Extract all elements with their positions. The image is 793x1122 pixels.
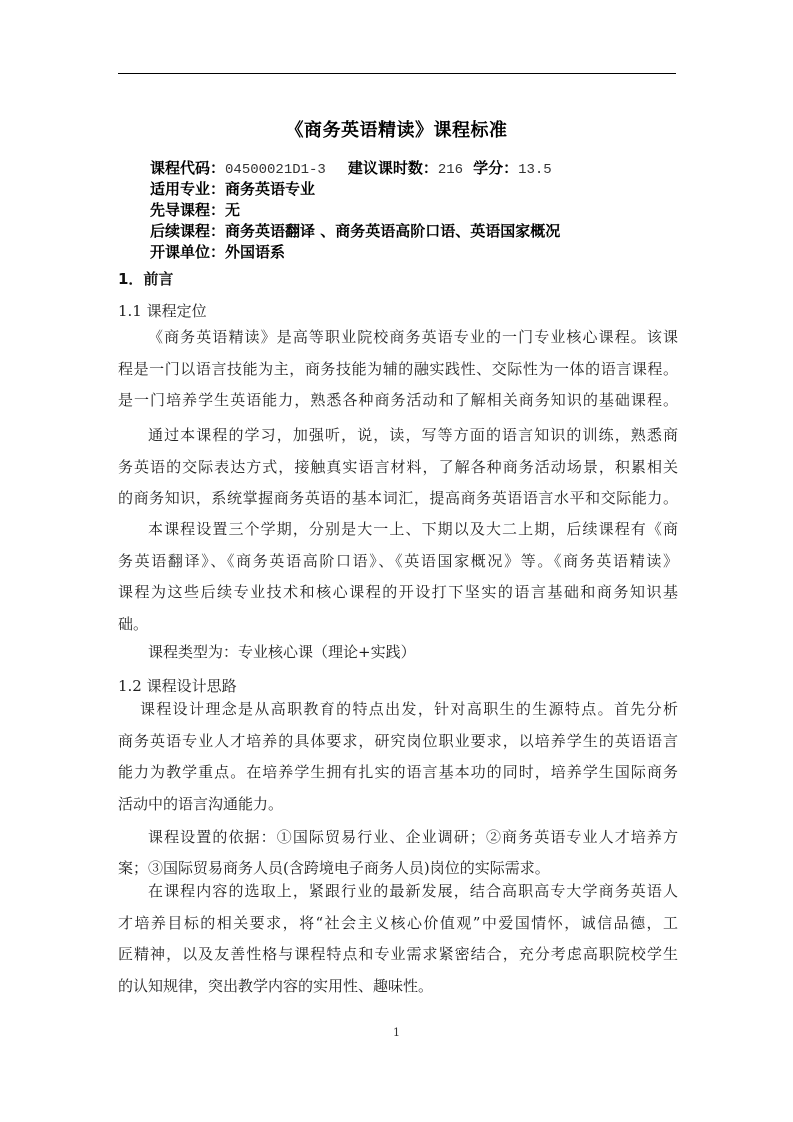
section-heading-preface: 1．前言 (118, 270, 174, 288)
meta-row-code (150, 158, 552, 181)
paragraph-positioning-2: 通过本课程的学习，加强听，说，读，写等方面的语言知识的训练，熟悉商 务英语的交际表达方式，接触真实语言材料，了解各种商务活动场景，积累相关 的商务知识，系统掌握商务英语的基本词汇，提高商务英语语言水平和交际能力。 (118, 426, 678, 507)
document-title: 《商务英语精读》课程标准 (285, 120, 508, 141)
meta-row-followup (150, 221, 560, 242)
followup-label: 后续课程： (150, 222, 226, 240)
section-heading-course-positioning: 1.1 课程定位 (118, 302, 207, 320)
prereq-value: 无 (225, 201, 241, 219)
page-number: 1 (393, 1026, 400, 1039)
major-value: 商务英语专业 (225, 180, 316, 198)
course-code-value: 04500021D1-3 (225, 162, 326, 178)
paragraph-design-basis: 课程设置的依据：①国际贸易行业、企业调研；②商务英语专业人才培养方 案；③国际贸易商务人员(含跨境电子商务人员)岗位的实际需求。 (118, 828, 678, 877)
meta-row-unit (150, 242, 285, 263)
hours-value: 216 (437, 162, 464, 178)
paragraph-design-1: 课程设计理念是从高职教育的特点出发，针对高职生的生源特点。首先分析 商务英语专业人才培养的具体要求，研究岗位职业要求，以培养学生的英语语言 能力为教学重点。在培养学生拥有扎实的语言基本功的同时，培养学生国际商务 活动中的语言沟通能力。 (118, 700, 678, 813)
paragraph-course-type: 课程类型为：专业核心课（理论+实践） (148, 643, 416, 661)
major-label: 适用专业： (150, 180, 226, 198)
credits-label: 学分： (473, 159, 519, 177)
meta-row-major (150, 179, 315, 200)
paragraph-positioning-3: 本课程设置三个学期，分别是大一上、下期以及大二上期，后续课程有《商 务英语翻译》、《商务英语高阶口语》、《英语国家概况》等。《商务英语精读》 课程为这些后续专业技术和核心课程的开设打下坚实的语言基础和商务知识基 础。 (118, 520, 678, 633)
prereq-label: 先导课程： (150, 201, 226, 219)
header-rule (118, 73, 676, 74)
meta-row-prereq (150, 200, 240, 221)
credits-value: 13.5 (518, 162, 552, 178)
hours-label: 建议课时数： (347, 159, 438, 177)
course-code-label: 课程代码： (150, 159, 226, 177)
section-heading-design-approach: 1.2 课程设计思路 (118, 677, 237, 695)
followup-value: 商务英语翻译 、商务英语高阶口语、英语国家概况 (225, 222, 561, 240)
unit-label: 开课单位： (150, 243, 226, 261)
paragraph-design-content: 在课程内容的选取上，紧跟行业的最新发展，结合高职高专大学商务英语人 才培养目标的相关要求，将“社会主义核心价值观”中爱国情怀，诚信品德，工 匠精神，以及友善性格与课程特点和专业需求紧密结合，充分考虑高职院校学生 的认知规律，突出教学内容的实用性、趣味性。 (118, 882, 678, 995)
paragraph-positioning-1: 《商务英语精读》是高等职业院校商务英语专业的一门专业核心课程。该课 程是一门以语言技能为主，商务技能为辅的融实践性、交际性为一体的语言课程。 是一门培养学生英语能力，熟悉各种商务活动和了解相关商务知识的基础课程。 (118, 328, 678, 409)
unit-value: 外国语系 (225, 243, 286, 261)
